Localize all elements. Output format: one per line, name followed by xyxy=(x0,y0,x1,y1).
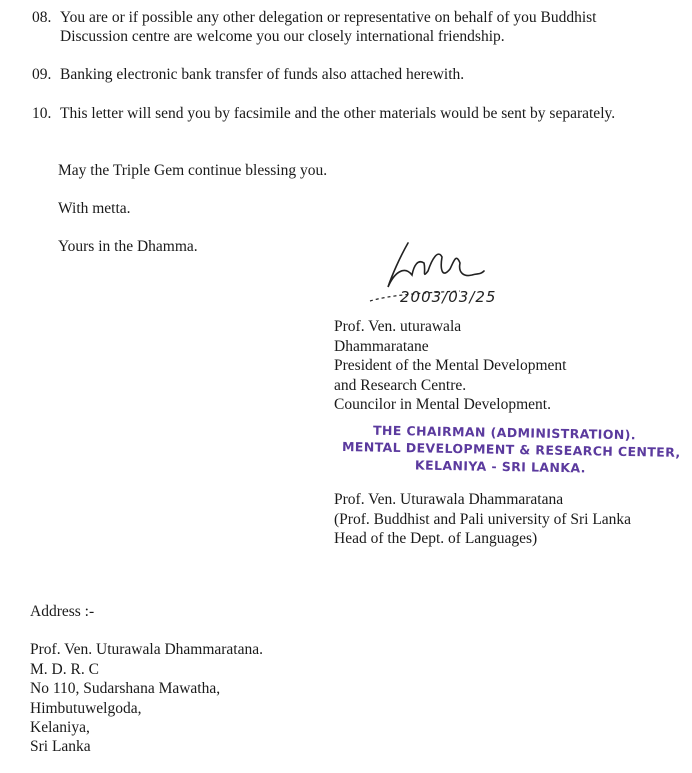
address-line: Prof. Ven. Uturawala Dhammaratana. xyxy=(30,641,263,658)
item-10 xyxy=(32,104,615,123)
address-line: Himbutuwelgoda, xyxy=(30,700,142,717)
item-08 xyxy=(32,8,597,27)
stamp-line-1: THE CHAIRMAN (ADMINISTRATION). xyxy=(372,422,637,443)
item-09 xyxy=(32,65,464,84)
address-line: Kelaniya, xyxy=(30,719,90,736)
item-number: 10. xyxy=(32,105,52,122)
item-text: Banking electronic bank transfer of funds also attached herewith. xyxy=(60,66,465,83)
address-label: Address :- xyxy=(30,603,95,620)
signatory-line-1: Prof. Ven. uturawala xyxy=(334,318,462,335)
closing-metta: With metta. xyxy=(58,200,131,217)
signatory-line-4: and Research Centre. xyxy=(334,377,467,394)
item-text: This letter will send you by facsimile and the other materials would be sent by separately. xyxy=(60,105,616,122)
affiliation-line-2: (Prof. Buddhist and Pali university of Sri Lanka xyxy=(334,511,632,528)
signature-date: 2003/03/25 xyxy=(400,288,497,306)
item-text: You are or if possible any other delegation or representative on behalf of you Buddhist xyxy=(60,9,597,26)
closing-blessing: May the Triple Gem continue blessing you. xyxy=(58,162,328,179)
signatory-line-2: Dhammaratane xyxy=(334,338,429,355)
signatory-line-3: President of the Mental Development xyxy=(334,357,567,374)
affiliation-line-1: Prof. Ven. Uturawala Dhammaratana xyxy=(334,491,564,508)
affiliation-line-3: Head of the Dept. of Languages) xyxy=(334,530,538,547)
address-line: Sri Lanka xyxy=(30,738,91,755)
address-line: No 110, Sudarshana Mawatha, xyxy=(30,680,221,697)
item-number: 08. xyxy=(32,9,52,26)
address-line: M. D. R. C xyxy=(30,661,99,678)
item-number: 09. xyxy=(32,66,52,83)
stamp-line-3: KELANIYA - SRI LANKA. xyxy=(414,457,586,476)
item-08-continuation: Discussion centre are welcome you our closely international friendship. xyxy=(60,28,505,45)
signatory-line-5: Councilor in Mental Development. xyxy=(334,396,551,413)
closing-yours: Yours in the Dhamma. xyxy=(58,238,198,255)
stamp-line-2: MENTAL DEVELOPMENT & RESEARCH CENTER, xyxy=(341,439,681,460)
